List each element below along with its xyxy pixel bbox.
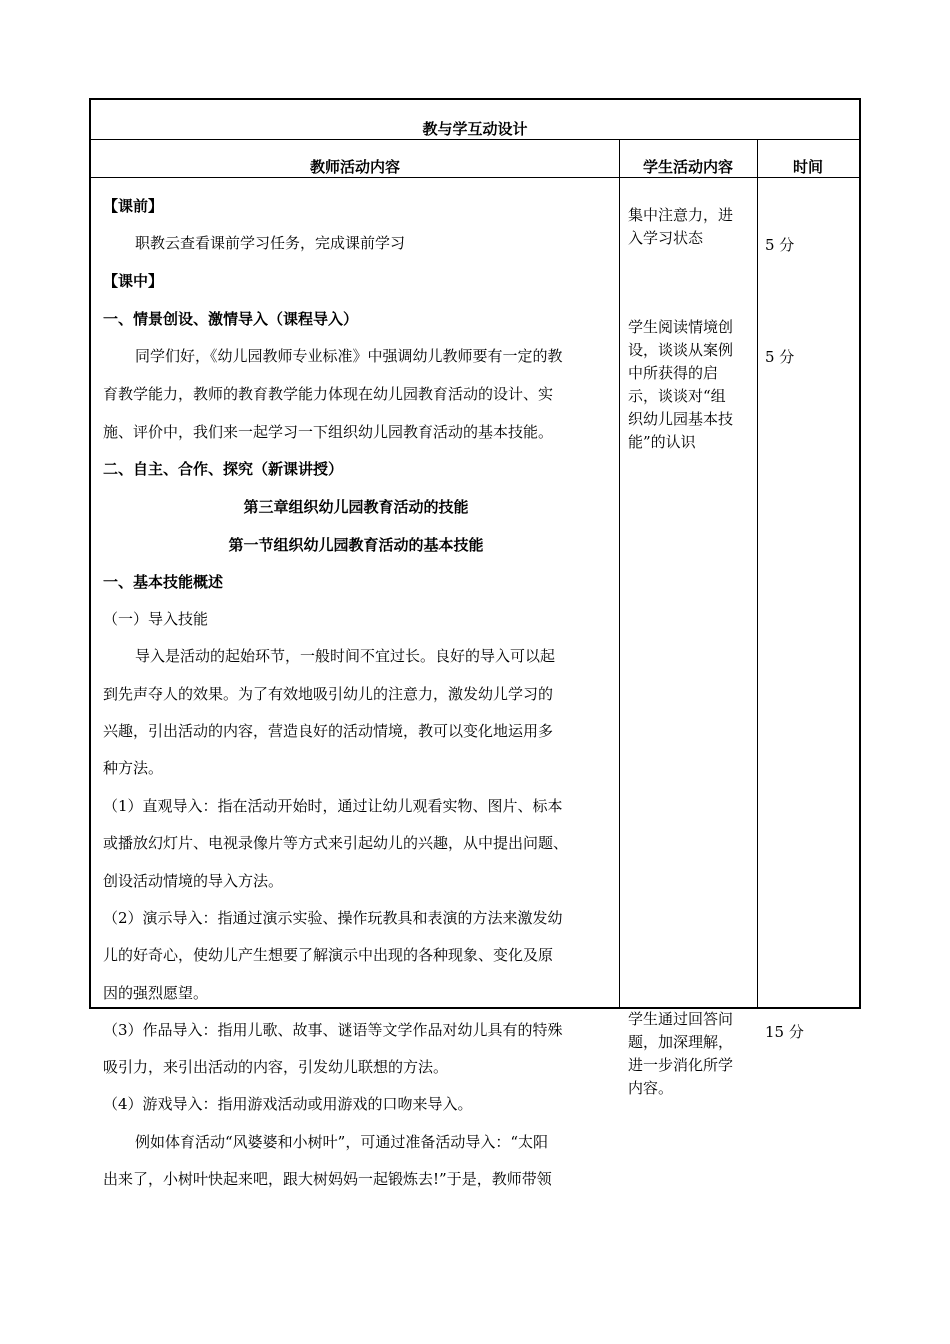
student-line: 学生通过回答问 xyxy=(628,1010,734,1028)
chapter-title: 第三章组织幼儿园教育活动的技能 xyxy=(243,498,469,516)
student-line: 中所获得的启 xyxy=(628,364,719,382)
student-line: 织幼儿园基本技 xyxy=(628,410,734,428)
column-divider-1 xyxy=(619,140,620,1007)
time-value: 5 分 xyxy=(765,236,795,254)
teacher-line: 例如体育活动“风婆婆和小树叶”，可通过准备活动导入：“太阳 xyxy=(135,1133,549,1151)
section-title: 第一节组织幼儿园教育活动的基本技能 xyxy=(228,536,484,554)
teacher-line: 施、评价中，我们来一起学习一下组织幼儿园教育活动的基本技能。 xyxy=(103,423,554,441)
header-divider xyxy=(91,177,859,178)
student-line: 能”的认识 xyxy=(628,433,696,451)
column-divider-2 xyxy=(757,140,758,1007)
header-student: 学生活动内容 xyxy=(642,158,733,176)
lesson-table xyxy=(89,98,861,1188)
teacher-line: （3）作品导入：指用儿歌、故事、谜语等文学作品对幼儿具有的特殊 xyxy=(103,1021,563,1039)
teacher-line: （1）直观导入：指在活动开始时，通过让幼儿观看实物、图片、标本 xyxy=(103,797,563,815)
student-line: 示，谈谈对“组 xyxy=(628,387,726,405)
subsection-heading: 一、基本技能概述 xyxy=(103,573,224,591)
section-before-class: 【课前】 xyxy=(103,197,164,215)
student-activity-2 xyxy=(628,316,752,454)
time-value: 5 分 xyxy=(765,348,795,366)
student-line: 内容。 xyxy=(628,1079,674,1097)
header-time: 时间 xyxy=(792,158,823,176)
title-divider xyxy=(91,139,859,140)
teacher-line: 职教云查看课前学习任务，完成课前学习 xyxy=(135,234,406,252)
teacher-line: （4）游戏导入：指用游戏活动或用游戏的口吻来导入。 xyxy=(103,1095,473,1113)
teacher-line: 吸引力，来引出活动的内容，引发幼儿联想的方法。 xyxy=(103,1058,449,1076)
teacher-line: 同学们好，《幼儿园教师专业标准》中强调幼儿教师要有一定的教 xyxy=(135,347,563,365)
teacher-line: 创设活动情境的导入方法。 xyxy=(103,872,284,890)
teacher-line: （2）演示导入：指通过演示实验、操作玩教具和表演的方法来激发幼 xyxy=(103,909,563,927)
student-line: 学生阅读情境创 xyxy=(628,318,734,336)
teacher-line: 种方法。 xyxy=(103,759,164,777)
student-line: 题，加深理解， xyxy=(628,1033,734,1051)
section-heading-1: 一、情景创设、激情导入（课程导入） xyxy=(103,310,359,328)
teacher-line: （一）导入技能 xyxy=(103,610,209,628)
time-value: 15 分 xyxy=(765,1023,804,1041)
teacher-line: 儿的好奇心，使幼儿产生想要了解演示中出现的各种现象、变化及原 xyxy=(103,946,554,964)
student-activity-1 xyxy=(628,204,752,250)
student-line: 进一步消化所学 xyxy=(628,1056,734,1074)
student-activity-3 xyxy=(628,1008,752,1100)
teacher-line: 导入是活动的起始环节，一般时间不宜过长。良好的导入可以起 xyxy=(135,647,556,665)
teacher-line: 兴趣，引出活动的内容，营造良好的活动情境，教可以变化地运用多 xyxy=(103,722,554,740)
student-line: 设，谈谈从案例 xyxy=(628,341,734,359)
teacher-line: 育教学能力，教师的教育教学能力体现在幼儿园教育活动的设计、实 xyxy=(103,385,554,403)
header-teacher: 教师活动内容 xyxy=(309,158,400,176)
student-line: 入学习状态 xyxy=(628,229,704,247)
teacher-line: 或播放幻灯片、电视录像片等方式来引起幼儿的兴趣，从中提出问题、 xyxy=(103,834,569,852)
section-in-class: 【课中】 xyxy=(103,272,164,290)
teacher-line: 因的强烈愿望。 xyxy=(103,984,209,1002)
teacher-line: 到先声夺人的效果。为了有效地吸引幼儿的注意力，激发幼儿学习的 xyxy=(103,685,554,703)
teacher-line: 出来了，小树叶快起来吧，跟大树妈妈一起锻炼去!”于是，教师带领 xyxy=(103,1170,552,1188)
section-heading-2: 二、自主、合作、探究（新课讲授） xyxy=(103,460,344,478)
student-line: 集中注意力，进 xyxy=(628,206,734,224)
table-title: 教与学互动设计 xyxy=(422,120,528,138)
